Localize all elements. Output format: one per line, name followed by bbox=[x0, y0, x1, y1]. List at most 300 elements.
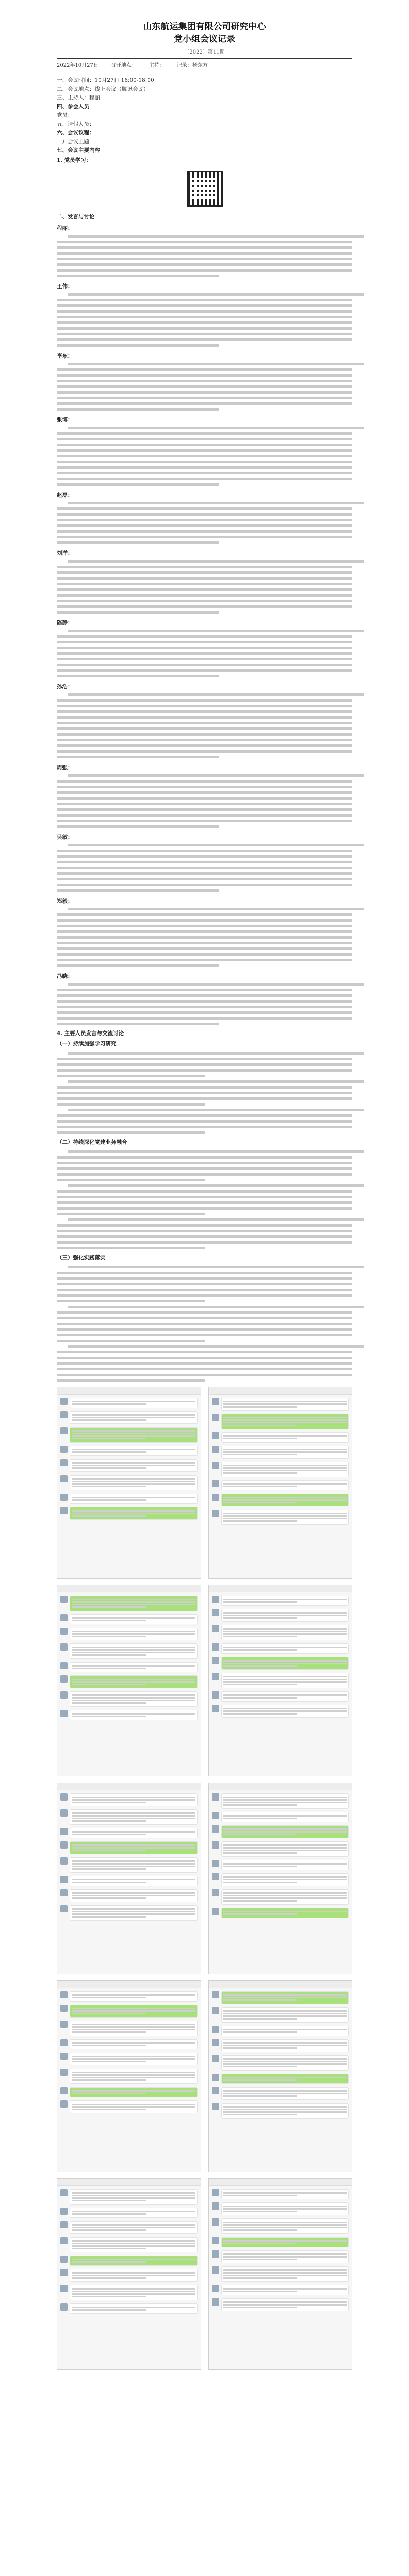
text-line bbox=[57, 1162, 352, 1164]
text-line bbox=[57, 380, 352, 382]
avatar bbox=[60, 1398, 68, 1405]
chat-message bbox=[60, 2285, 198, 2300]
speaker-name: 吴敏： bbox=[57, 834, 73, 840]
chat-message bbox=[212, 1873, 349, 1886]
message-line bbox=[223, 1900, 298, 1902]
message-line bbox=[72, 2192, 195, 2194]
message-bubble bbox=[70, 2237, 198, 2252]
message-line bbox=[72, 1681, 195, 1683]
speaker-name: 陈静： bbox=[57, 620, 73, 626]
chat-message bbox=[60, 2269, 198, 2282]
avatar bbox=[60, 1643, 68, 1651]
text-line bbox=[57, 571, 352, 574]
message-line bbox=[223, 2079, 298, 2081]
chat-message bbox=[212, 2103, 349, 2119]
message-line bbox=[72, 2261, 146, 2263]
message-bubble bbox=[221, 1494, 349, 1506]
paragraph bbox=[57, 1184, 352, 1215]
message-line bbox=[72, 1820, 146, 1822]
message-line bbox=[223, 2272, 347, 2274]
message-line bbox=[223, 1999, 298, 2001]
message-line bbox=[223, 1804, 298, 1806]
text-line bbox=[57, 524, 352, 527]
text-line bbox=[57, 797, 352, 800]
message-line bbox=[72, 1668, 146, 1669]
avatar bbox=[212, 1494, 219, 1501]
speaker-name: 孙浩： bbox=[57, 684, 73, 690]
message-line bbox=[72, 2240, 195, 2242]
message-line bbox=[72, 1604, 195, 1605]
text-line bbox=[57, 791, 352, 794]
avatar bbox=[60, 1662, 68, 1669]
chat-message bbox=[212, 2237, 349, 2247]
screenshot-title-bar bbox=[57, 1981, 201, 1988]
document-body bbox=[57, 0, 352, 2370]
message-line bbox=[72, 1636, 146, 1637]
message-line bbox=[223, 1897, 347, 1899]
text-line bbox=[57, 1213, 205, 1215]
chat-message bbox=[212, 2218, 349, 2234]
speech-paragraph bbox=[57, 489, 352, 544]
message-bubble bbox=[221, 1673, 349, 1688]
avatar bbox=[212, 1825, 219, 1833]
text-line bbox=[57, 461, 352, 463]
message-line bbox=[72, 1499, 146, 1501]
message-line bbox=[223, 1994, 347, 1996]
message-bubble bbox=[221, 2055, 349, 2071]
message-line bbox=[72, 2229, 146, 2231]
speaker-name: 赵磊： bbox=[57, 492, 73, 498]
chat-message bbox=[212, 1657, 349, 1670]
text-line bbox=[57, 803, 352, 805]
message-line bbox=[72, 2024, 195, 2025]
speech-paragraph bbox=[57, 895, 352, 967]
message-bubble bbox=[70, 1494, 198, 1504]
message-line bbox=[72, 2245, 195, 2247]
text-line bbox=[57, 919, 352, 922]
avatar bbox=[60, 2039, 68, 2046]
message-line bbox=[223, 2288, 347, 2290]
paragraph-block bbox=[57, 1266, 352, 1382]
message-line bbox=[72, 1606, 146, 1608]
message-line bbox=[223, 1631, 347, 1632]
screenshot-title-bar bbox=[57, 1585, 201, 1592]
text-line bbox=[57, 1351, 352, 1353]
message-bubble bbox=[221, 2218, 349, 2234]
text-line bbox=[68, 1150, 364, 1153]
document-title: 山东航运集团有限公司研究中心 bbox=[143, 22, 266, 32]
message-bubble bbox=[70, 1710, 198, 1720]
text-line bbox=[57, 722, 352, 724]
text-line bbox=[57, 577, 352, 580]
message-line bbox=[72, 1716, 146, 1717]
chat-message bbox=[212, 1991, 349, 2004]
message-bubble bbox=[70, 1675, 198, 1688]
message-bubble bbox=[70, 2053, 198, 2065]
text-line bbox=[68, 363, 364, 365]
message-line bbox=[72, 2200, 146, 2201]
message-line bbox=[223, 2018, 298, 2020]
message-line bbox=[223, 2058, 347, 2060]
message-line bbox=[72, 2211, 195, 2212]
chat-message bbox=[212, 1596, 349, 1606]
message-line bbox=[223, 2243, 298, 2244]
avatar bbox=[212, 2218, 219, 2226]
message-line bbox=[223, 1676, 347, 1677]
text-line bbox=[57, 744, 352, 747]
message-line bbox=[72, 2008, 195, 2009]
message-line bbox=[223, 1486, 298, 1487]
avatar bbox=[60, 2069, 68, 2076]
text-line bbox=[57, 1023, 219, 1025]
message-line bbox=[223, 1863, 347, 1865]
message-bubble bbox=[221, 1991, 349, 2004]
message-line bbox=[72, 1697, 195, 1699]
chat-message bbox=[212, 1793, 349, 1809]
message-line bbox=[223, 1697, 298, 1699]
text-line bbox=[57, 1006, 352, 1008]
info-absent: 五、请假人员： bbox=[57, 121, 95, 127]
text-line bbox=[57, 246, 352, 249]
info-theme: 一）会议主题 bbox=[57, 139, 89, 145]
speech-paragraph bbox=[57, 414, 352, 486]
message-line bbox=[223, 2029, 347, 2030]
text-line bbox=[57, 1294, 352, 1297]
chat-message bbox=[212, 2250, 349, 2263]
message-line bbox=[72, 1601, 195, 1603]
message-line bbox=[223, 1403, 347, 1405]
chat-message bbox=[60, 1643, 198, 1659]
message-line bbox=[223, 2195, 298, 2196]
chat-message bbox=[212, 1625, 349, 1640]
message-line bbox=[72, 2058, 195, 2060]
text-line bbox=[57, 1224, 352, 1227]
text-line bbox=[57, 536, 352, 538]
message-bubble bbox=[221, 2285, 349, 2295]
message-line bbox=[223, 1417, 347, 1418]
message-line bbox=[223, 1852, 298, 1854]
chat-message bbox=[212, 1889, 349, 1905]
message-line bbox=[223, 1601, 298, 1603]
screenshot-title-bar bbox=[57, 1783, 201, 1790]
avatar bbox=[212, 1657, 219, 1664]
message-line bbox=[72, 1419, 146, 1421]
text-line bbox=[57, 727, 352, 730]
chat-screenshot bbox=[57, 1980, 201, 2172]
message-line bbox=[223, 1515, 347, 1517]
message-bubble bbox=[70, 1475, 198, 1490]
avatar bbox=[212, 1991, 219, 1998]
text-line bbox=[57, 594, 352, 597]
avatar bbox=[212, 1841, 219, 1849]
message-line bbox=[223, 2227, 347, 2228]
message-line bbox=[223, 2206, 347, 2207]
message-line bbox=[223, 1879, 347, 1880]
message-line bbox=[223, 1831, 347, 1833]
message-bubble bbox=[221, 1398, 349, 1411]
text-line bbox=[57, 478, 352, 480]
speech-paragraph bbox=[57, 831, 352, 892]
info-members: 党员： bbox=[57, 112, 73, 118]
screenshot-title-bar bbox=[57, 1387, 201, 1395]
speaker-name: 王伟： bbox=[57, 283, 73, 290]
message-bubble bbox=[70, 1459, 198, 1472]
message-line bbox=[223, 1663, 347, 1664]
speech-paragraph bbox=[57, 280, 352, 347]
text-line bbox=[57, 930, 352, 933]
message-line bbox=[72, 1433, 195, 1434]
message-line bbox=[72, 2227, 195, 2228]
message-line bbox=[223, 1449, 347, 1450]
message-line bbox=[223, 1892, 347, 1894]
message-line bbox=[223, 2240, 347, 2242]
message-bubble bbox=[70, 1446, 198, 1456]
avatar bbox=[212, 1812, 219, 1819]
text-line bbox=[57, 1235, 352, 1238]
message-line bbox=[223, 1876, 347, 1878]
chat-message bbox=[212, 1860, 349, 1870]
paragraph bbox=[57, 1080, 352, 1106]
message-line bbox=[72, 2026, 195, 2028]
avatar bbox=[212, 2189, 219, 2196]
message-bubble bbox=[221, 1432, 349, 1443]
message-bubble bbox=[221, 1462, 349, 1477]
message-line bbox=[223, 2063, 347, 2065]
text-line bbox=[68, 1184, 364, 1187]
avatar bbox=[212, 2026, 219, 2033]
message-line bbox=[72, 2109, 146, 2110]
message-line bbox=[72, 1892, 195, 1894]
meta-recorder: 记录：杨东方 bbox=[176, 63, 208, 69]
text-line bbox=[57, 959, 352, 961]
text-line bbox=[57, 1368, 352, 1370]
paragraph bbox=[57, 1150, 352, 1181]
message-line bbox=[72, 1467, 146, 1469]
text-line bbox=[57, 947, 352, 950]
message-line bbox=[72, 1702, 146, 1704]
avatar bbox=[212, 1908, 219, 1915]
message-bubble bbox=[70, 2303, 198, 2314]
text-line bbox=[57, 750, 352, 753]
message-line bbox=[223, 2045, 347, 2046]
text-line bbox=[68, 293, 364, 296]
message-line bbox=[223, 1895, 347, 1896]
meta-location: 召开地点： bbox=[110, 63, 137, 69]
text-line bbox=[57, 1311, 352, 1314]
message-bubble bbox=[221, 2074, 349, 2084]
text-line bbox=[57, 1357, 352, 1359]
text-line bbox=[57, 913, 352, 916]
text-line bbox=[57, 333, 352, 335]
text-line bbox=[57, 652, 352, 655]
avatar bbox=[60, 1710, 68, 1717]
avatar bbox=[60, 2237, 68, 2244]
chat-message bbox=[60, 1459, 198, 1472]
message-line bbox=[223, 1679, 347, 1680]
message-line bbox=[72, 1465, 195, 1466]
text-line bbox=[57, 669, 352, 672]
text-line bbox=[68, 908, 364, 910]
message-bubble bbox=[221, 2026, 349, 2036]
avatar bbox=[212, 1860, 219, 1867]
message-line bbox=[223, 1713, 298, 1715]
chat-message bbox=[60, 2005, 198, 2018]
text-line bbox=[57, 438, 352, 440]
speaker-name: 张博： bbox=[57, 417, 73, 423]
message-line bbox=[72, 1451, 146, 1453]
message-line bbox=[72, 2248, 146, 2249]
text-line bbox=[57, 739, 352, 741]
message-line bbox=[72, 1654, 146, 1656]
chat-message bbox=[60, 1614, 198, 1624]
screenshot-title-bar bbox=[209, 1387, 352, 1395]
message-bubble bbox=[70, 1905, 198, 1921]
message-bubble bbox=[221, 1841, 349, 1857]
avatar bbox=[60, 2005, 68, 2012]
message-line bbox=[223, 2304, 347, 2306]
text-line bbox=[57, 1241, 352, 1244]
speech-paragraph bbox=[57, 970, 352, 1025]
text-line bbox=[57, 1272, 352, 1274]
message-line bbox=[72, 1510, 195, 1512]
message-line bbox=[223, 1818, 298, 1819]
avatar bbox=[212, 2237, 219, 2244]
message-line bbox=[223, 1520, 298, 1522]
text-line bbox=[57, 942, 352, 944]
text-line bbox=[68, 774, 364, 777]
chat-screenshot bbox=[57, 1387, 201, 1579]
text-line bbox=[57, 1103, 205, 1106]
chat-message bbox=[60, 2256, 198, 2266]
avatar bbox=[60, 1876, 68, 1883]
message-bubble bbox=[70, 2087, 198, 2097]
text-line bbox=[68, 1306, 364, 1308]
message-line bbox=[72, 2275, 195, 2276]
chat-message bbox=[60, 1710, 198, 1720]
message-line bbox=[72, 1868, 146, 1870]
avatar bbox=[212, 2103, 219, 2110]
avatar bbox=[60, 2269, 68, 2276]
chat-message bbox=[60, 2100, 198, 2113]
text-line bbox=[57, 825, 219, 828]
message-bubble bbox=[221, 1596, 349, 1606]
message-bubble bbox=[70, 2069, 198, 2084]
chat-message bbox=[212, 1432, 349, 1443]
message-line bbox=[72, 1438, 146, 1439]
message-line bbox=[223, 1708, 347, 1709]
avatar bbox=[60, 1828, 68, 1835]
chat-message bbox=[212, 2039, 349, 2052]
chat-message bbox=[60, 1991, 198, 2002]
message-line bbox=[223, 1454, 298, 1455]
text-line bbox=[57, 1131, 205, 1134]
message-line bbox=[223, 2229, 298, 2231]
message-bubble bbox=[70, 1876, 198, 1886]
text-line bbox=[57, 878, 352, 880]
document-number: 〔2022〕第11期 bbox=[184, 49, 225, 55]
text-line bbox=[57, 513, 352, 516]
message-line bbox=[72, 2224, 195, 2226]
avatar bbox=[60, 2208, 68, 2215]
text-line bbox=[57, 1300, 205, 1302]
chat-message bbox=[212, 2055, 349, 2071]
message-line bbox=[223, 1866, 298, 1867]
text-line bbox=[57, 252, 352, 255]
text-line bbox=[57, 600, 352, 602]
message-line bbox=[223, 2109, 347, 2110]
message-line bbox=[223, 1802, 347, 1803]
message-line bbox=[72, 1449, 195, 1450]
message-line bbox=[223, 1665, 298, 1667]
message-line bbox=[223, 2114, 298, 2115]
text-line bbox=[57, 444, 352, 446]
message-line bbox=[72, 1863, 195, 1865]
text-line bbox=[57, 1114, 352, 1117]
text-line bbox=[57, 1097, 352, 1100]
chat-screenshot bbox=[57, 2178, 201, 2370]
text-line bbox=[57, 566, 352, 568]
message-line bbox=[223, 1850, 347, 1851]
message-line bbox=[223, 1513, 347, 1514]
avatar bbox=[212, 1510, 219, 1517]
message-line bbox=[223, 1647, 347, 1648]
avatar bbox=[60, 1494, 68, 1501]
chat-message bbox=[60, 2208, 198, 2218]
message-line bbox=[72, 1847, 195, 1849]
chat-message bbox=[212, 1398, 349, 1411]
text-line bbox=[57, 1323, 352, 1325]
text-line bbox=[57, 1362, 352, 1365]
message-line bbox=[223, 2277, 298, 2279]
message-line bbox=[72, 1818, 195, 1819]
message-line bbox=[223, 1797, 347, 1798]
message-bubble bbox=[70, 1507, 198, 1520]
text-line bbox=[57, 1201, 352, 1204]
chat-message bbox=[60, 2021, 198, 2036]
text-line bbox=[57, 1058, 352, 1060]
avatar bbox=[212, 2202, 219, 2210]
text-line bbox=[57, 716, 352, 719]
avatar bbox=[60, 2021, 68, 2028]
text-line bbox=[68, 844, 364, 846]
text-line bbox=[57, 397, 352, 399]
avatar bbox=[60, 1889, 68, 1896]
avatar bbox=[60, 2303, 68, 2311]
text-line bbox=[57, 408, 219, 411]
message-line bbox=[72, 1414, 195, 1416]
text-line bbox=[57, 432, 352, 435]
chat-message bbox=[212, 2202, 349, 2215]
message-line bbox=[72, 2056, 195, 2057]
message-line bbox=[223, 1911, 347, 1912]
text-line bbox=[57, 304, 352, 307]
message-line bbox=[72, 1916, 146, 1918]
message-line bbox=[72, 1633, 195, 1635]
chat-message bbox=[212, 2189, 349, 2199]
text-line bbox=[57, 1379, 205, 1382]
paragraph bbox=[57, 1052, 352, 1077]
speech-paragraph bbox=[57, 681, 352, 758]
chat-message bbox=[60, 1828, 198, 1838]
message-line bbox=[223, 1636, 298, 1637]
message-line bbox=[223, 2111, 347, 2113]
chat-message bbox=[212, 1462, 349, 1477]
message-bubble bbox=[221, 2189, 349, 2199]
text-line bbox=[57, 1069, 352, 1072]
message-line bbox=[223, 2042, 347, 2044]
info-time: 一、会议时间：10月27日 16:00-18:00 bbox=[57, 77, 154, 83]
info-content: 七、会议主要内容 bbox=[57, 147, 100, 154]
